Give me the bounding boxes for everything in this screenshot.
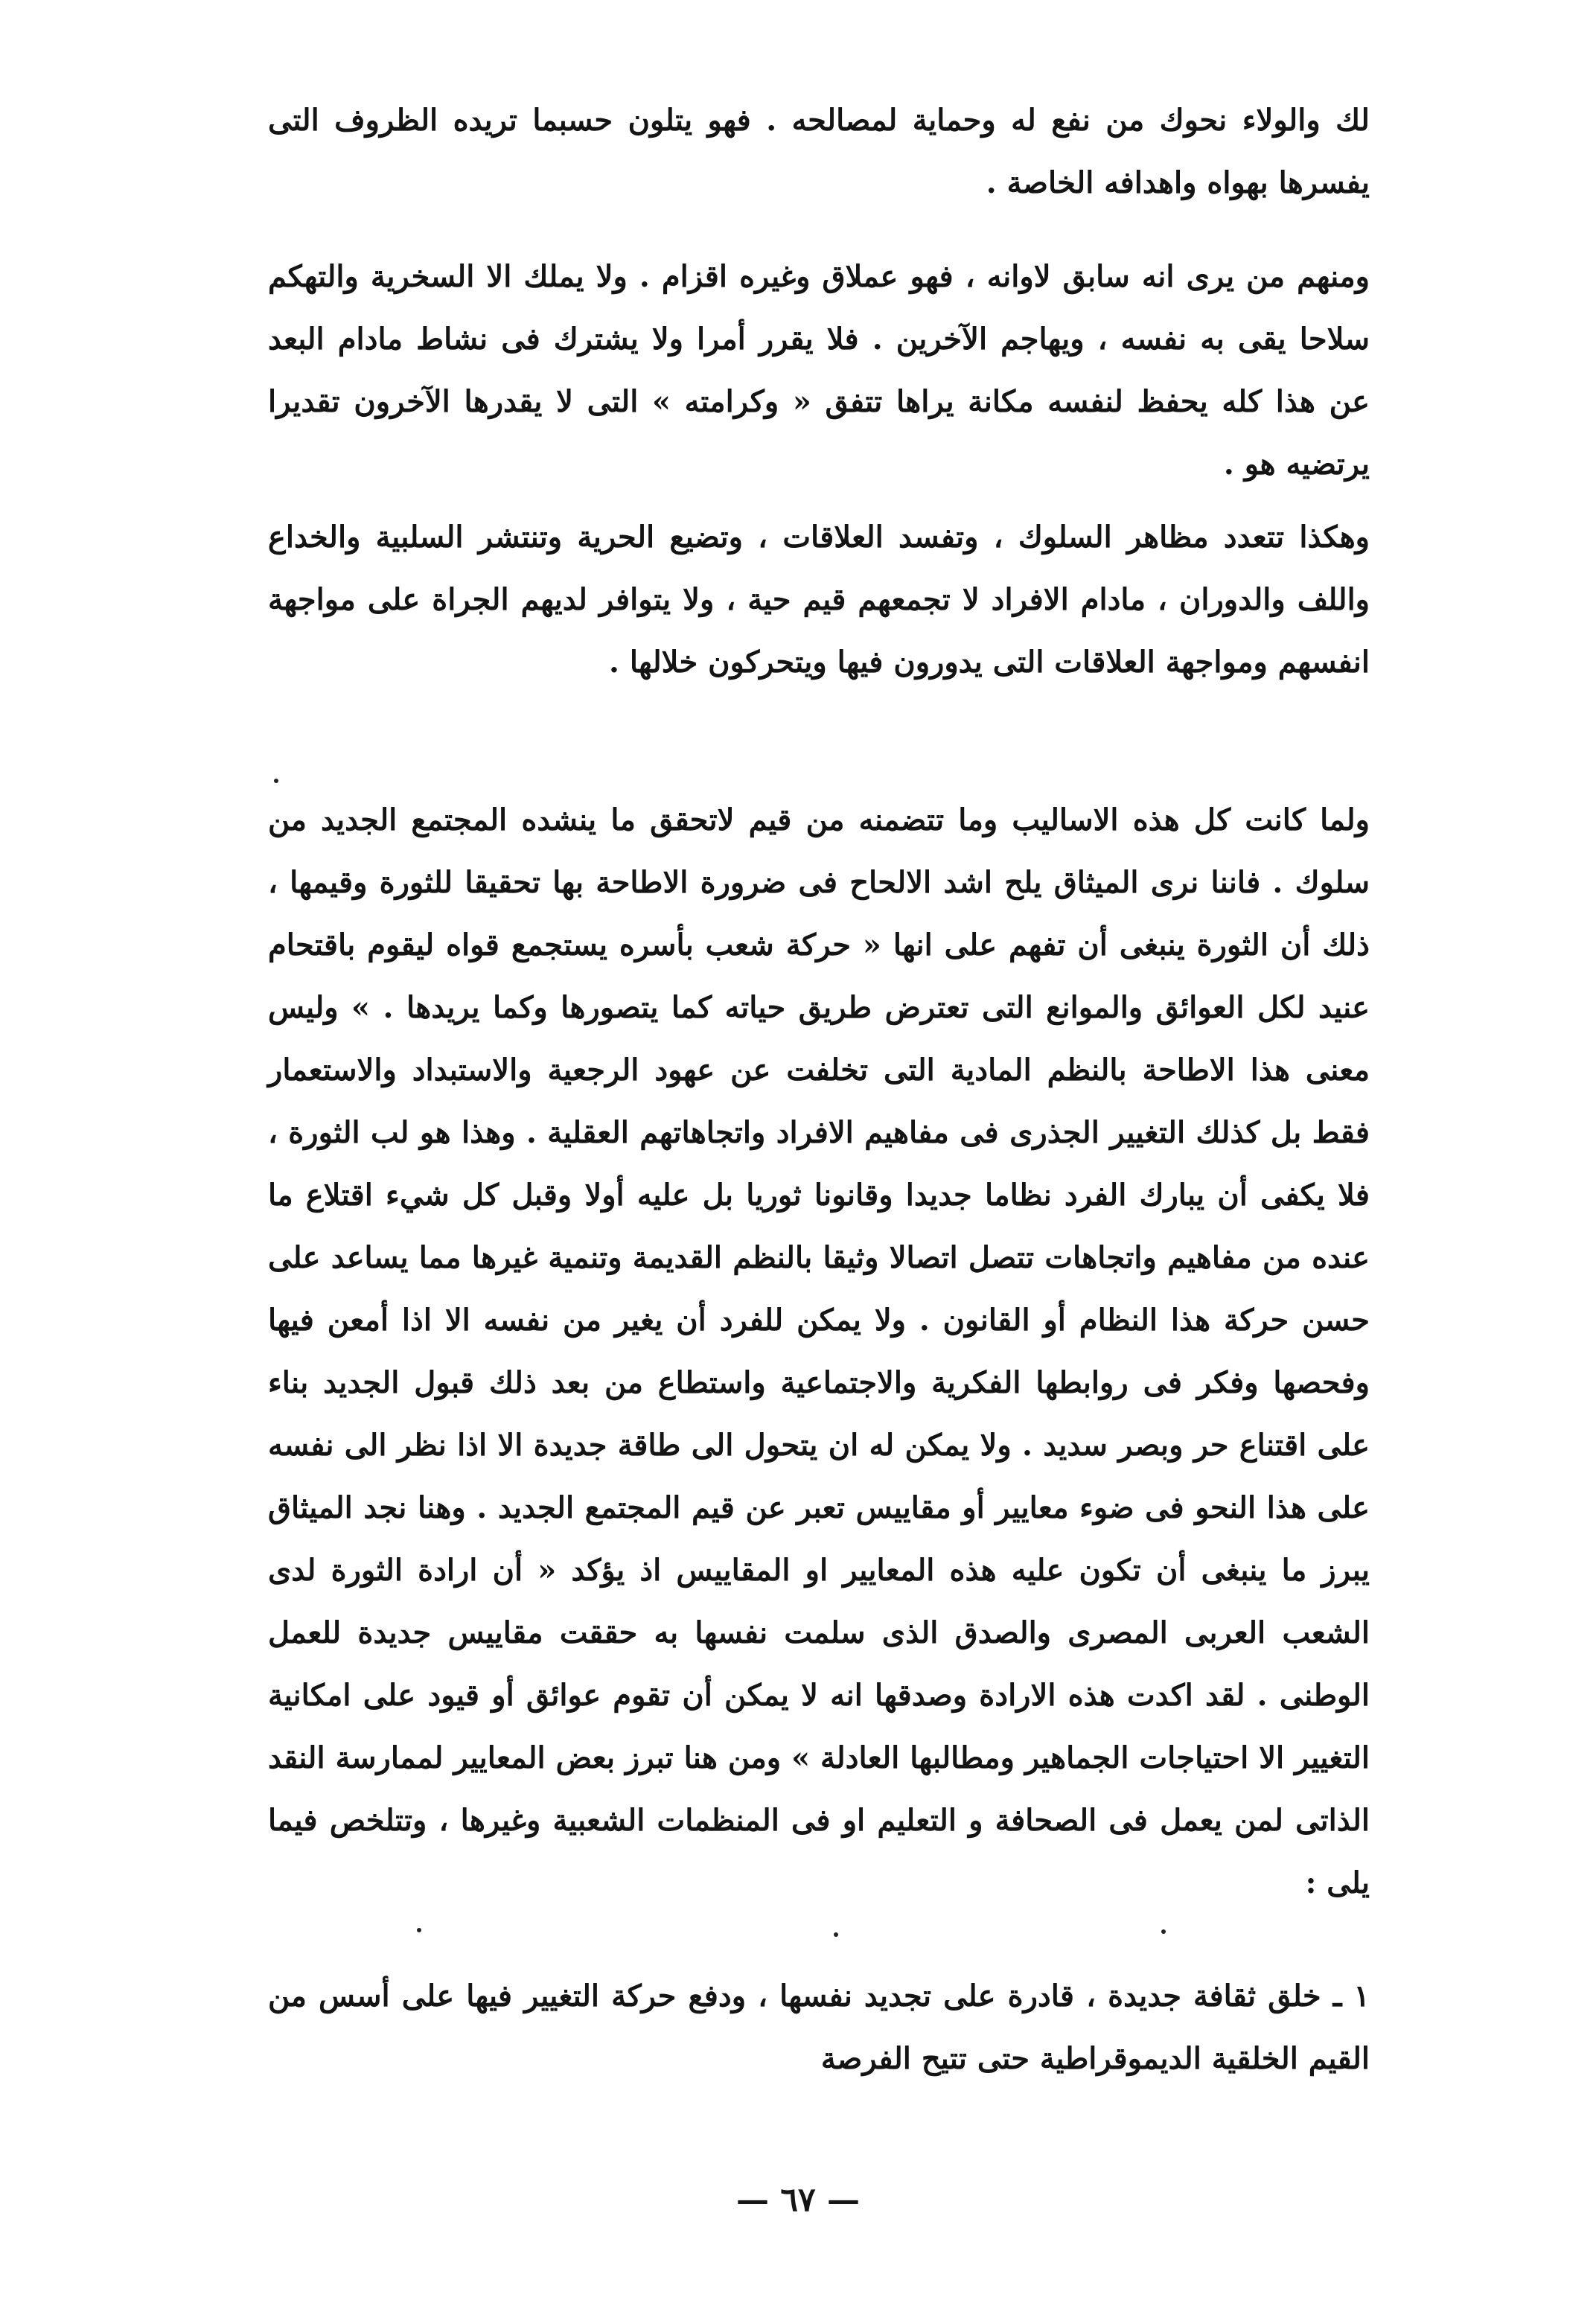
stray-mark	[417, 1928, 421, 1932]
stray-mark	[274, 779, 278, 783]
paragraph-3: وهكذا تتعدد مظاهر السلوك ، وتفسد العلاقات ، وتضيع الحرية وتنتشر السلبية والخداع واللف والدوران ، مادام الافراد لا تجمعهم قيم حية ، ولا يتوافر لديهم الجراة على مواجهة انفسهم ومواجهة العلاقات التى يدورون فيها ويتحركون خلالها .	[268, 520, 1370, 680]
stray-mark	[834, 1932, 838, 1937]
paragraph-4: ولما كانت كل هذه الاساليب وما تتضمنه من قيم لاتحقق ما ينشده المجتمع الجديد من سلوك . فاننا نرى الميثاق يلح اشد الالحاح فى ضرورة الاطاحة بها تحقيقا للثورة وقيمها ، ذلك أن الثورة ينبغى أن تفهم على انها « حركة شعب بأسره يستجمع قواه ليقوم باقتحام عنيد لكل العوائق والموانع التى تعترض طريق حياته كما يتصورها وكما يريدها . » وليس معنى هذا الاطاحة بالنظم المادية التى تخلفت عن عهود الرجعية والاستبداد والاستعمار فقط بل كذلك التغيير الجذرى فى مفاهيم الافراد واتجاهاتهم العقلية . وهذا هو لب الثورة ، فلا يكفى أن يبارك الفرد نظاما جديدا وقانونا ثوريا بل عليه أولا وقبل كل شيء اقتلاع ما عنده من مفاهيم واتجاهات تتصل اتصالا وثيقا بالنظم القديمة وتنمية غيرها مما يساعد على حسن حركة هذا النظام أو القانون . ولا يمكن للفرد أن يغير من نفسه الا اذا أمعن فيها وفحصها وفكر فى روابطها الفكرية والاجتماعية واستطاع من بعد ذلك قبول الجديد بناء على اقتناع حر وبصر سديد . ولا يمكن له ان يتحول الى طاقة جديدة الا اذا نظر الى نفسه على هذا النحو فى ضوء معايير أو مقاييس تعبر عن قيم المجتمع الجديد . وهنا نجد الميثاق يبرز ما ينبغى أن تكون عليه هذه المعايير او المقاييس اذ يؤكد « أن ارادة الثورة لدى الشعب العربى المصرى والصدق الذى سلمت نفسها به حققت مقاييس جديدة للعمل الوطنى . لقد اكدت هذه الارادة وصدقها انه لا يمكن أن تقوم عوائق أو قيود على امكانية التغيير الا احتياجات الجماهير ومطالبها العادلة » ومن هنا تبرز بعض المعايير لممارسة النقد الذاتى لمن يعمل فى الصحافة و التعليم او فى المنظمات الشعبية وغيرها ، وتتلخص فيما يلى :	[268, 802, 1370, 1900]
stray-mark	[1161, 1929, 1166, 1934]
paragraph-1: لك والولاء نحوك من نفع له وحماية لمصالحه . فهو يتلون حسبما تريده الظروف التى يفسرها بهواه واهدافه الخاصة .	[268, 103, 1370, 200]
paragraph-5-list-item: ١ ـ خلق ثقافة جديدة ، قادرة على تجديد نفسها ، ودفع حركة التغيير فيها على أسس من القيم الخلقية الديموقراطية حتى تتيح الفرصة	[268, 1979, 1370, 2076]
paragraph-2: ومنهم من يرى انه سابق لاوانه ، فهو عملاق وغيره اقزام . ولا يملك الا السخرية والتهكم سلاحا يقى به نفسه ، ويهاجم الآخرين . فلا يقرر أمرا ولا يشترك فى نشاط مادام البعد عن هذا كله يحفظ لنفسه مكانة يراها تتفق « وكرامته » التى لا يقدرها الآخرون تقديرا يرتضيه هو .	[268, 259, 1370, 482]
page-number: — ٦٧ —	[736, 2181, 860, 2219]
